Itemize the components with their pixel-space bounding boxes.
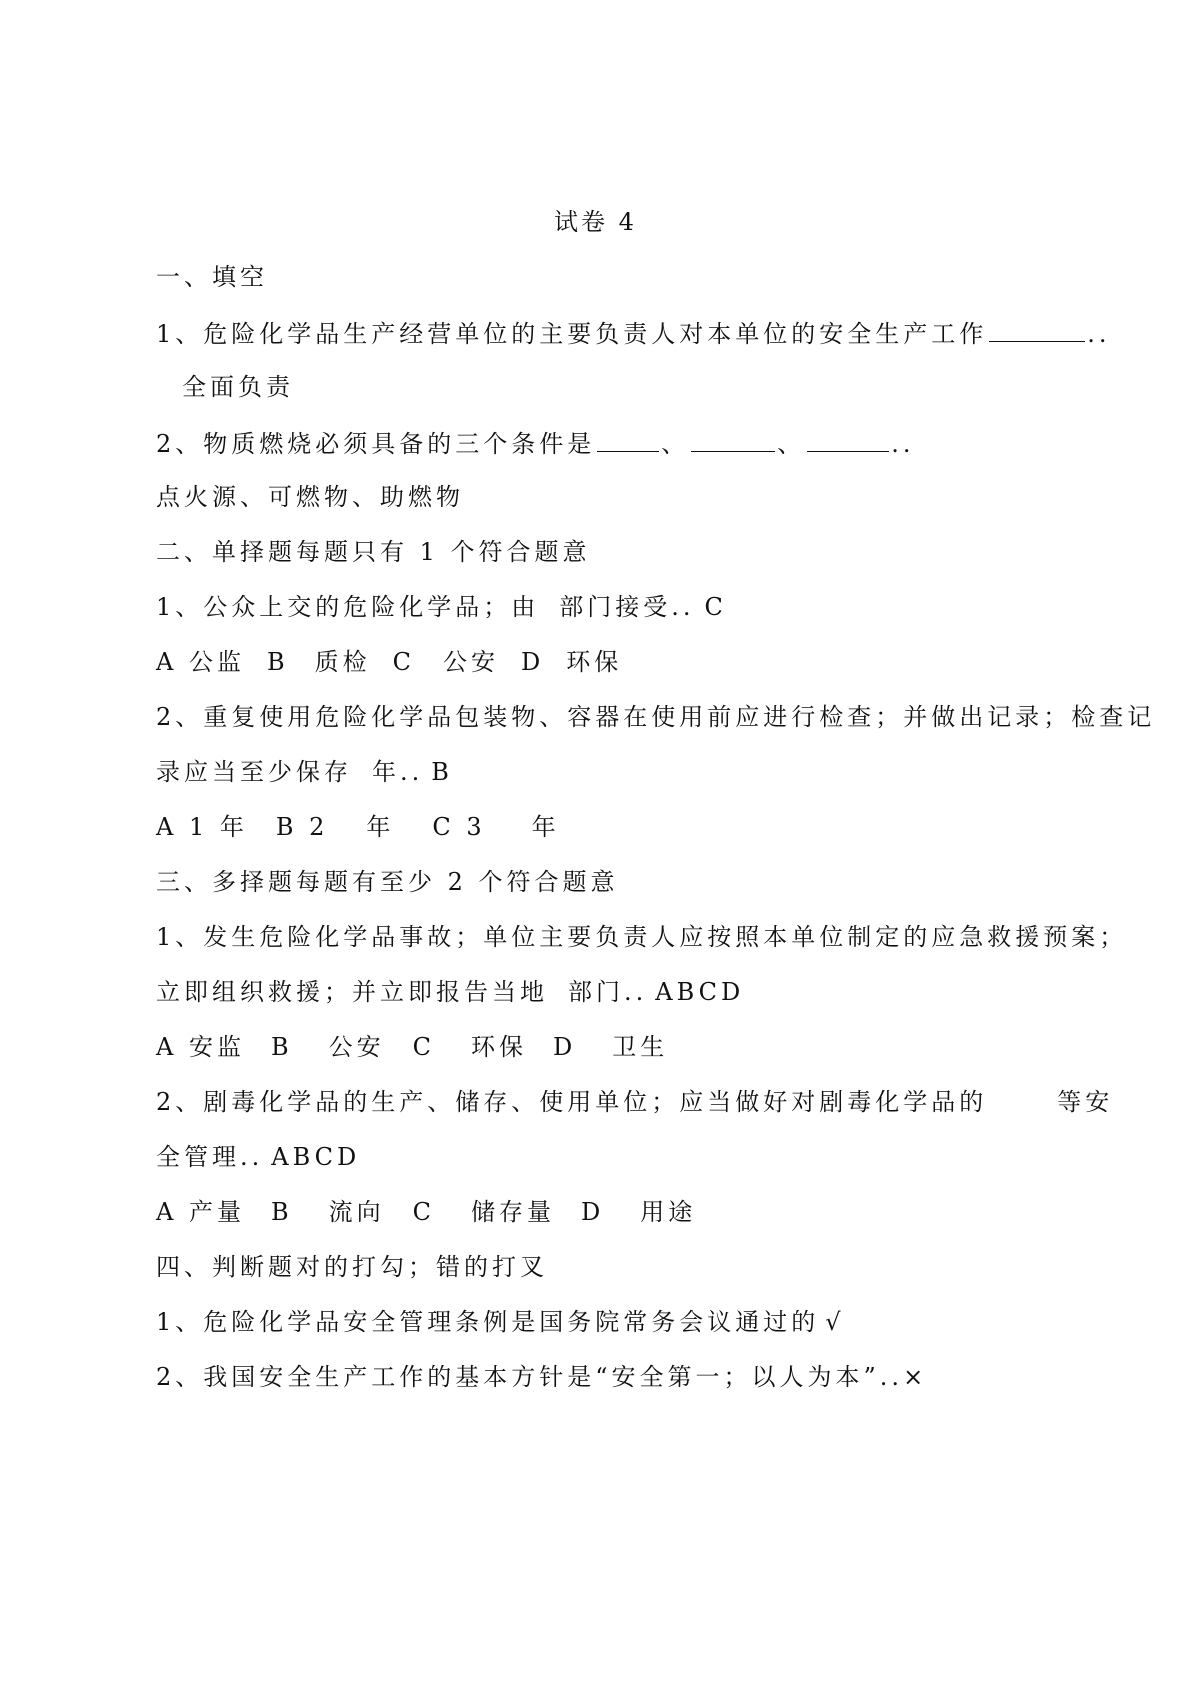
option: B (270, 1198, 293, 1226)
question-text: 2、物质燃烧必须具备的三个条件是 (156, 430, 596, 458)
separator: 、 (777, 430, 806, 458)
check-mark: √ (825, 1308, 845, 1336)
section-heading-judge: 四、判断题对的打勾；错的打叉 (156, 1253, 548, 1281)
single-question-1 (156, 592, 727, 622)
option: 公安 (328, 1033, 385, 1061)
option: 环保 (566, 648, 623, 676)
question-text: 1、危险化学品安全管理条例是国务院常务会议通过的 (156, 1308, 820, 1336)
section-heading-single: 二、单择题每题只有 1 个符合题意 (156, 538, 591, 566)
answer-blank (691, 427, 775, 452)
multi-options-2 (156, 1197, 696, 1227)
fill-question-2 (156, 427, 915, 457)
question-text: 部门.. (568, 978, 648, 1006)
answer-blank (807, 427, 889, 452)
single-question-2-line1: 2、重复使用危险化学品包装物、容器在使用前应进行检查；并做出记录；检查记 (156, 703, 1156, 731)
answer: C (704, 593, 727, 621)
single-question-2-line2 (156, 757, 453, 787)
single-options-2 (156, 812, 560, 842)
option: 用途 (640, 1198, 697, 1226)
question-text: 等安 (1057, 1088, 1114, 1116)
question-end: .. (1087, 320, 1111, 348)
option: 环保 (470, 1033, 527, 1061)
option: 年 (531, 813, 560, 841)
multi-question-1-line2 (156, 977, 744, 1007)
option: 公安 (442, 648, 499, 676)
judge-question-2 (156, 1362, 927, 1392)
fill-question-1 (156, 317, 1111, 347)
multi-question-2-line2 (156, 1142, 360, 1172)
question-text: 1、公众上交的危险化学品；由 (156, 593, 540, 621)
option: D (580, 1198, 605, 1226)
option: B (270, 1033, 293, 1061)
page-title: 试卷 4 (554, 208, 637, 236)
option: C (392, 648, 415, 676)
answer-blank (597, 427, 659, 452)
option: A 产量 (156, 1198, 245, 1226)
option: D (520, 648, 545, 676)
option: B 2 (275, 813, 329, 841)
question-text: 2、我国安全生产工作的基本方针是“安全第一；以人为本”.. (156, 1363, 904, 1391)
option: 卫生 (612, 1033, 669, 1061)
question-text: 2、剧毒化学品的生产、储存、使用单位；应当做好对剧毒化学品的 (156, 1088, 988, 1116)
multi-question-1-line1: 1、发生危险化学品事故；单位主要负责人应按照本单位制定的应急救援预案； (156, 923, 1128, 951)
separator: 、 (661, 430, 690, 458)
question-end: .. (891, 430, 915, 458)
section-heading-fill: 一、填空 (156, 263, 268, 291)
answer: ABCD (655, 978, 745, 1006)
question-text: 录应当至少保存 (156, 758, 352, 786)
cross-mark: × (903, 1363, 928, 1391)
judge-question-1 (156, 1307, 845, 1337)
option: C (412, 1198, 435, 1226)
option: C (412, 1033, 435, 1061)
question-text: 1、危险化学品生产经营单位的主要负责人对本单位的安全生产工作 (156, 320, 988, 348)
option: 流向 (328, 1198, 385, 1226)
option: 储存量 (470, 1198, 555, 1226)
single-options-1 (156, 647, 622, 677)
answer: ABCD (271, 1143, 361, 1171)
question-text: 立即组织救援；并立即报告当地 (156, 978, 548, 1006)
answer: B (431, 758, 453, 786)
fill-answer-1: 全面负责 (182, 373, 294, 401)
fill-answer-2: 点火源、可燃物、助燃物 (156, 483, 464, 511)
option: A 公监 (156, 648, 245, 676)
option: B (266, 648, 289, 676)
multi-question-2-line1 (156, 1087, 1113, 1117)
option: C 3 (432, 813, 486, 841)
question-text: 全管理.. (156, 1143, 264, 1171)
option: 年 (366, 813, 395, 841)
answer-blank (989, 317, 1085, 342)
multi-options-1 (156, 1032, 668, 1062)
option: A 1 年 (156, 813, 248, 841)
question-text: 年.. (372, 758, 424, 786)
option: A 安监 (156, 1033, 245, 1061)
section-heading-multi: 三、多择题每题有至少 2 个符合题意 (156, 868, 619, 896)
option: D (552, 1033, 577, 1061)
option: 质检 (314, 648, 371, 676)
question-text: 部门接受.. (559, 593, 695, 621)
